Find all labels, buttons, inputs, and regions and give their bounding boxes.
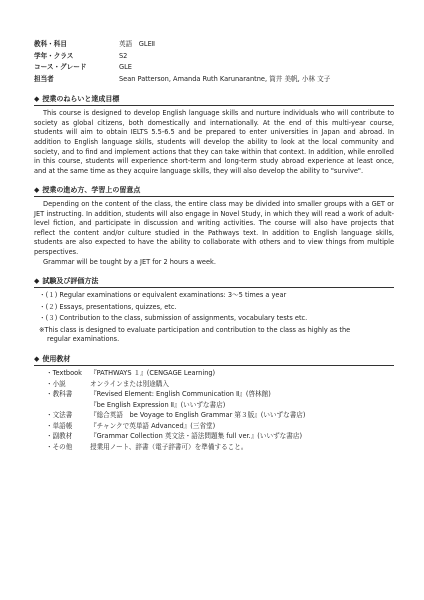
material-value: オンラインまたは別途購入 [90,379,169,388]
material-value: 『be English Expression Ⅱ』(いいずな書店) [90,400,226,409]
material-value: 『チャンクで英単語 Advanced』(三省堂) [90,421,216,430]
section-assessment [34,276,394,345]
list-item: ・(３) Contribution to the class, submission of assignments, vocabulary tests etc. [39,314,308,323]
course-meta [34,40,394,84]
assessment-list [34,291,394,324]
paragraph: Depending on the content of the class, the entire class may be divided into smaller groups with a GET or JET instructing. In addition, students will also engage in Novel Study, in which they will read a work of adult-level fiction, and participate in discussion and writing activities. The course will also have projects that reflect the content and/or culture studied in the Pathways text. In addition to English language skills, students are also expected to have the ability to collaborate with others and to view things from multiple perspectives. [34,200,394,257]
section-method-title: 授業の進め方、学習上の留意点 [42,186,141,195]
section-materials-heading [34,354,394,366]
materials-list [34,369,394,452]
diamond-icon: ◆ [34,94,40,103]
assessment-note-line1: ※This class is designed to evaluate participation and contribution to the class as highly as the [39,325,351,334]
section-materials [34,354,394,453]
meta-value-class: S2 [119,51,128,60]
list-item: ・(２) Essays, presentations, quizzes, etc. [39,302,177,311]
material-label: ・文法書 [46,411,73,420]
material-value: 『Grammar Collection 英文法・語法問題集 full ver.』(いいずな書店) [90,432,303,441]
meta-value-subject: 英語 GLEⅡ [119,40,155,48]
diamond-icon: ◆ [34,276,40,285]
list-item: ・(１) Regular examinations or equivalent examinations: 3～5 times a year [39,291,287,300]
material-value: 『総合英語 be Voyage to English Grammar 第３版』(いいずな書店) [90,411,306,420]
material-label: ・その他 [46,442,73,451]
section-method-heading [34,185,394,197]
section-aims-body [34,109,394,176]
section-assessment-heading [34,276,394,288]
meta-value-teachers: Sean Patterson, Amanda Ruth Karunarantne, 筒井 美帆, 小林 文子 [119,74,331,83]
material-label [46,401,90,411]
material-label: ・単語帳 [46,421,73,430]
section-aims [34,94,394,176]
material-value: 『PATHWAYS １』(CENGAGE Learning) [90,369,216,378]
material-value: 『Revised Element: English Communication Ⅱ』(啓林館) [90,390,271,399]
section-materials-title: 使用教材 [42,355,71,363]
meta-key-class: 学年・クラス [34,51,74,60]
assessment-note-line2: regular examinations. [47,335,120,344]
diamond-icon: ◆ [34,185,40,194]
section-aims-title: 授業のねらいと達成目標 [42,95,120,104]
meta-value-course: GLE [119,63,132,72]
diamond-icon: ◆ [34,354,40,363]
paragraph: This course is designed to develop English language skills and nurture individuals who will contribute to society as global citizens, both domestically and internationally. At the end of this multi-year course, students will aim to obtain IELTS 5.5-6.5 and be prepared to enter universities in Japan and abroad. In addition to English language skills, students will develop the ability to look at the local community and society, and to find and implement actions that they can take within that context. In addition, while enrolled in this course, students will experience short-term and long-term study abroad experience at least once, and at the same time as they acquire language skills, they will also develop the ability to "survive". [34,109,394,175]
meta-key-teachers: 担当者 [34,74,54,83]
syllabus-page [34,40,394,462]
material-label: ・教科書 [46,390,73,399]
assessment-note [34,326,394,345]
section-method-body [34,200,394,267]
material-label: ・Textbook [46,369,83,378]
material-label: ・副教材 [46,432,73,441]
section-method [34,185,394,267]
paragraph: Grammar will be tought by a JET for 2 hours a week. [43,257,216,266]
section-assessment-title: 試験及び評価方法 [42,277,99,286]
meta-key-subject: 教科・科目 [34,40,67,48]
section-aims-heading [34,94,394,106]
meta-key-course: コース・グレード [34,63,87,72]
material-label: ・小説 [46,379,66,388]
material-value: 授業用ノート、辞書（電子辞書可）を準備すること。 [90,442,248,451]
